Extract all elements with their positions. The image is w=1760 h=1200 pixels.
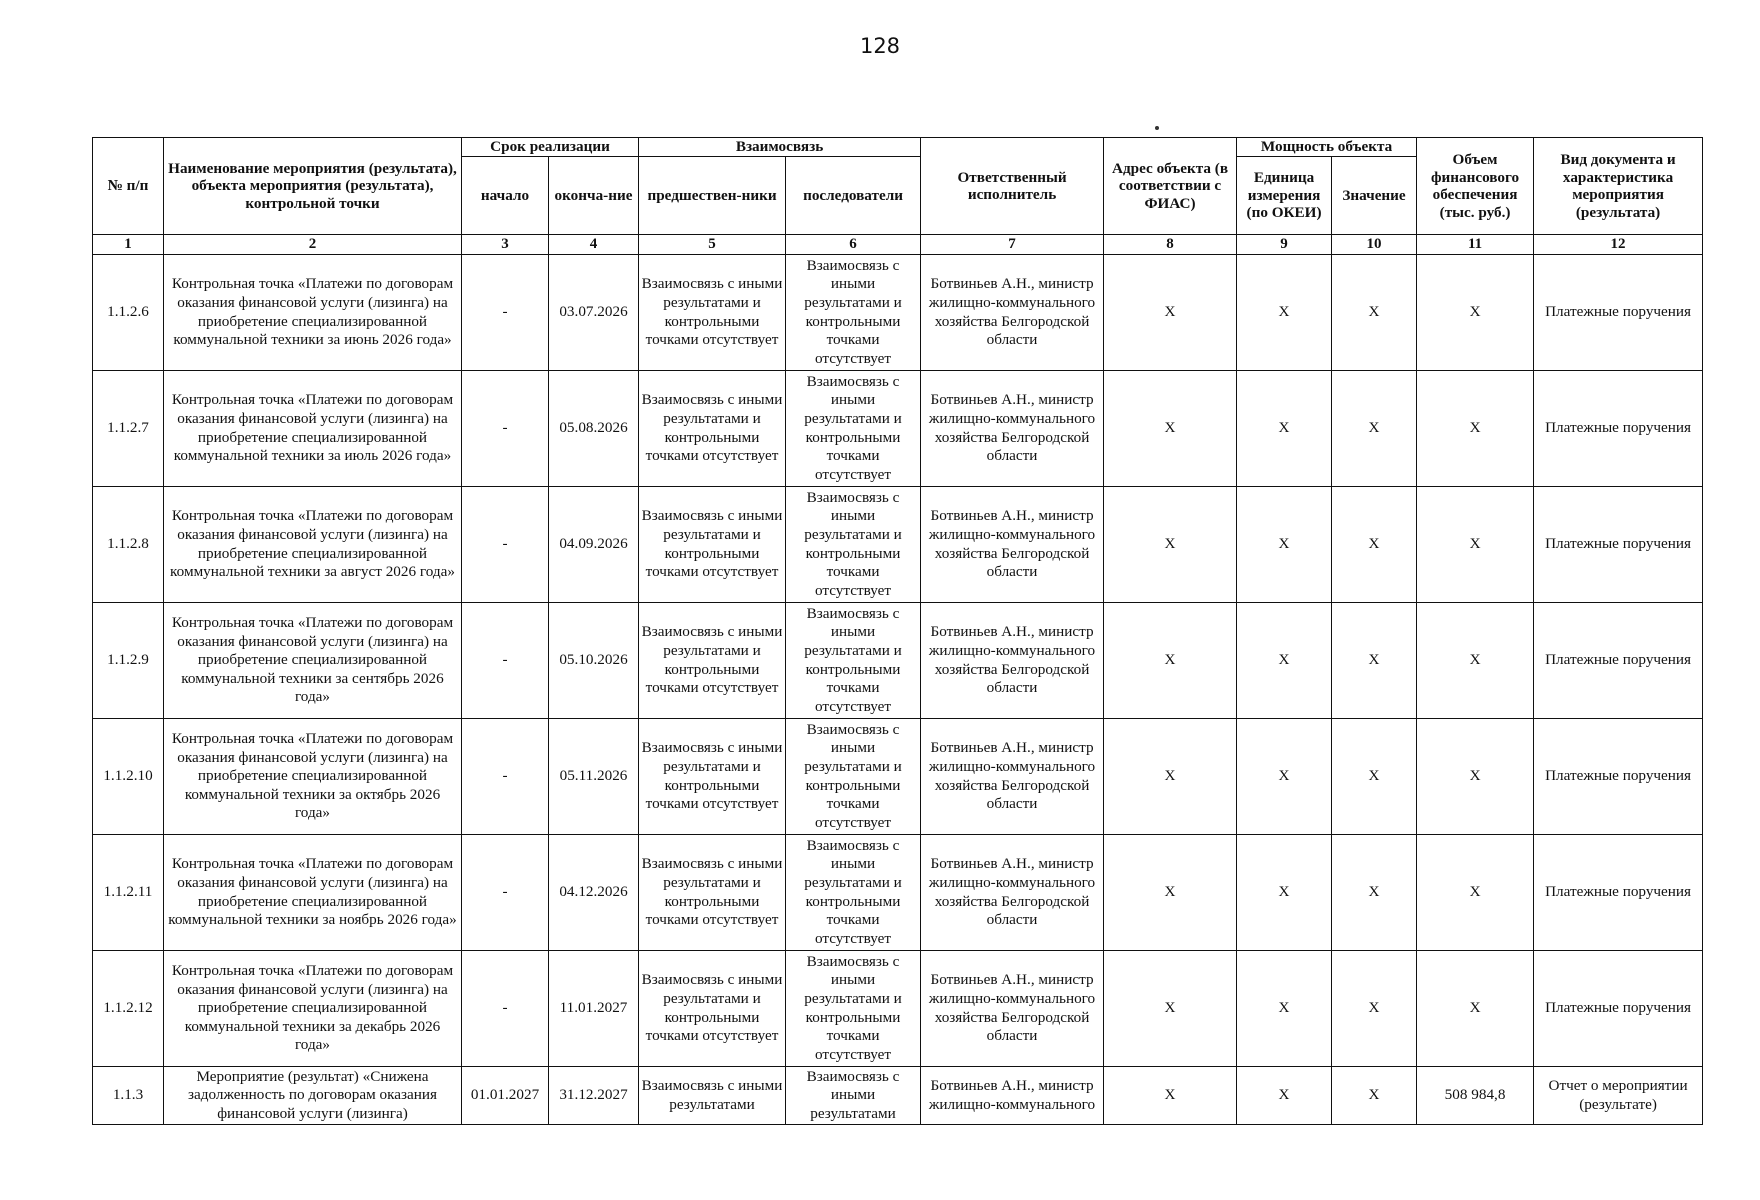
col-number: 12 xyxy=(1534,235,1703,255)
row-address: X xyxy=(1104,835,1237,951)
row-doc: Платежные поручения xyxy=(1534,255,1703,371)
row-num: 1.1.2.10 xyxy=(93,719,164,835)
page-number: 128 xyxy=(859,34,901,58)
row-unit: X xyxy=(1237,1067,1332,1125)
col-number: 6 xyxy=(786,235,921,255)
row-pred: Взаимосвязь с иными результатами и контрольными точками отсутствует xyxy=(639,255,786,371)
row-succ: Взаимосвязь с иными результатами и контрольными точками отсутствует xyxy=(786,603,921,719)
row-doc: Платежные поручения xyxy=(1534,835,1703,951)
header-value: Значение xyxy=(1332,157,1417,235)
row-num: 1.1.2.9 xyxy=(93,603,164,719)
table-row xyxy=(93,951,1703,1067)
row-num: 1.1.3 xyxy=(93,1067,164,1125)
row-end: 03.07.2026 xyxy=(549,255,639,371)
row-unit: X xyxy=(1237,951,1332,1067)
table-row xyxy=(93,487,1703,603)
row-finance: X xyxy=(1417,719,1534,835)
row-unit: X xyxy=(1237,719,1332,835)
row-end: 05.08.2026 xyxy=(549,371,639,487)
row-doc: Платежные поручения xyxy=(1534,951,1703,1067)
row-succ: Взаимосвязь с иными результатами и контрольными точками отсутствует xyxy=(786,835,921,951)
row-start: - xyxy=(462,603,549,719)
row-succ: Взаимосвязь с иными результатами xyxy=(786,1067,921,1125)
row-address: X xyxy=(1104,719,1237,835)
row-pred: Взаимосвязь с иными результатами и контрольными точками отсутствует xyxy=(639,719,786,835)
header-unit: Единица измерения (по ОКЕИ) xyxy=(1237,157,1332,235)
row-num: 1.1.2.8 xyxy=(93,487,164,603)
row-responsible: Ботвиньев А.Н., министр жилищно-коммунального xyxy=(921,1067,1104,1125)
row-responsible: Ботвиньев А.Н., министр жилищно-коммунального хозяйства Белгородской области xyxy=(921,719,1104,835)
header-link-pred: предшествен-ники xyxy=(639,157,786,235)
row-name: Контрольная точка «Платежи по договорам оказания финансовой услуги (лизинга) на приобретение специализированной коммунальной техники за сентябрь 2026 года» xyxy=(164,603,462,719)
row-name: Контрольная точка «Платежи по договорам оказания финансовой услуги (лизинга) на приобретение специализированной коммунальной техники за август 2026 года» xyxy=(164,487,462,603)
row-succ: Взаимосвязь с иными результатами и контрольными точками отсутствует xyxy=(786,487,921,603)
row-end: 04.09.2026 xyxy=(549,487,639,603)
row-start: - xyxy=(462,255,549,371)
col-number: 11 xyxy=(1417,235,1534,255)
row-value: X xyxy=(1332,255,1417,371)
col-number: 10 xyxy=(1332,235,1417,255)
row-num: 1.1.2.6 xyxy=(93,255,164,371)
row-doc: Платежные поручения xyxy=(1534,487,1703,603)
row-succ: Взаимосвязь с иными результатами и контрольными точками отсутствует xyxy=(786,255,921,371)
row-start: - xyxy=(462,371,549,487)
header-address: Адрес объекта (в соответствии с ФИАС) xyxy=(1104,138,1237,235)
table-row xyxy=(93,603,1703,719)
row-name: Контрольная точка «Платежи по договорам оказания финансовой услуги (лизинга) на приобретение специализированной коммунальной техники за июль 2026 года» xyxy=(164,371,462,487)
row-doc: Платежные поручения xyxy=(1534,371,1703,487)
row-pred: Взаимосвязь с иными результатами и контрольными точками отсутствует xyxy=(639,371,786,487)
header-term: Срок реализации xyxy=(462,138,639,157)
header-link: Взаимосвязь xyxy=(639,138,921,157)
row-value: X xyxy=(1332,719,1417,835)
row-name: Контрольная точка «Платежи по договорам оказания финансовой услуги (лизинга) на приобретение специализированной коммунальной техники за июнь 2026 года» xyxy=(164,255,462,371)
row-pred: Взаимосвязь с иными результатами и контрольными точками отсутствует xyxy=(639,951,786,1067)
row-start: - xyxy=(462,835,549,951)
row-finance: X xyxy=(1417,255,1534,371)
row-responsible: Ботвиньев А.Н., министр жилищно-коммунального хозяйства Белгородской области xyxy=(921,487,1104,603)
row-pred: Взаимосвязь с иными результатами и контрольными точками отсутствует xyxy=(639,835,786,951)
row-end: 05.10.2026 xyxy=(549,603,639,719)
row-value: X xyxy=(1332,951,1417,1067)
col-number: 5 xyxy=(639,235,786,255)
header-term-end: оконча-ние xyxy=(549,157,639,235)
row-succ: Взаимосвязь с иными результатами и контрольными точками отсутствует xyxy=(786,371,921,487)
row-doc: Отчет о мероприятии (результате) xyxy=(1534,1067,1703,1125)
row-start: - xyxy=(462,487,549,603)
row-finance: X xyxy=(1417,371,1534,487)
header-responsible: Ответственный исполнитель xyxy=(921,138,1104,235)
row-address: X xyxy=(1104,603,1237,719)
table-row xyxy=(93,719,1703,835)
table-row xyxy=(93,255,1703,371)
header-doc-type: Вид документа и характеристика мероприятия (результата) xyxy=(1534,138,1703,235)
row-unit: X xyxy=(1237,487,1332,603)
col-number: 3 xyxy=(462,235,549,255)
col-number: 9 xyxy=(1237,235,1332,255)
row-address: X xyxy=(1104,487,1237,603)
row-finance: X xyxy=(1417,951,1534,1067)
row-end: 11.01.2027 xyxy=(549,951,639,1067)
scan-dot xyxy=(1155,126,1159,130)
row-responsible: Ботвиньев А.Н., министр жилищно-коммунального хозяйства Белгородской области xyxy=(921,951,1104,1067)
row-name: Мероприятие (результат) «Снижена задолженность по договорам оказания финансовой услуги (лизинга) xyxy=(164,1067,462,1125)
row-address: X xyxy=(1104,371,1237,487)
header-name: Наименование мероприятия (результата), объекта мероприятия (результата), контрольной точки xyxy=(164,138,462,235)
row-address: X xyxy=(1104,951,1237,1067)
row-start: - xyxy=(462,951,549,1067)
row-value: X xyxy=(1332,603,1417,719)
row-responsible: Ботвиньев А.Н., министр жилищно-коммунального хозяйства Белгородской области xyxy=(921,603,1104,719)
row-address: X xyxy=(1104,255,1237,371)
row-finance: 508 984,8 xyxy=(1417,1067,1534,1125)
row-unit: X xyxy=(1237,255,1332,371)
row-pred: Взаимосвязь с иными результатами xyxy=(639,1067,786,1125)
row-finance: X xyxy=(1417,835,1534,951)
row-responsible: Ботвиньев А.Н., министр жилищно-коммунального хозяйства Белгородской области xyxy=(921,371,1104,487)
row-responsible: Ботвиньев А.Н., министр жилищно-коммунального хозяйства Белгородской области xyxy=(921,835,1104,951)
col-number: 2 xyxy=(164,235,462,255)
row-value: X xyxy=(1332,835,1417,951)
plan-table xyxy=(92,137,1703,1125)
row-pred: Взаимосвязь с иными результатами и контрольными точками отсутствует xyxy=(639,487,786,603)
col-number: 1 xyxy=(93,235,164,255)
row-start: - xyxy=(462,719,549,835)
col-number: 7 xyxy=(921,235,1104,255)
col-number: 4 xyxy=(549,235,639,255)
header-finance: Объем финансового обеспечения (тыс. руб.) xyxy=(1417,138,1534,235)
row-succ: Взаимосвязь с иными результатами и контрольными точками отсутствует xyxy=(786,951,921,1067)
row-pred: Взаимосвязь с иными результатами и контрольными точками отсутствует xyxy=(639,603,786,719)
row-value: X xyxy=(1332,1067,1417,1125)
row-end: 04.12.2026 xyxy=(549,835,639,951)
header-num: № п/п xyxy=(93,138,164,235)
row-name: Контрольная точка «Платежи по договорам оказания финансовой услуги (лизинга) на приобретение специализированной коммунальной техники за ноябрь 2026 года» xyxy=(164,835,462,951)
row-finance: X xyxy=(1417,603,1534,719)
row-end: 31.12.2027 xyxy=(549,1067,639,1125)
table-row xyxy=(93,371,1703,487)
row-num: 1.1.2.7 xyxy=(93,371,164,487)
header-capacity: Мощность объекта xyxy=(1237,138,1417,157)
col-number: 8 xyxy=(1104,235,1237,255)
row-num: 1.1.2.12 xyxy=(93,951,164,1067)
row-unit: X xyxy=(1237,835,1332,951)
row-value: X xyxy=(1332,487,1417,603)
row-name: Контрольная точка «Платежи по договорам оказания финансовой услуги (лизинга) на приобретение специализированной коммунальной техники за декабрь 2026 года» xyxy=(164,951,462,1067)
row-unit: X xyxy=(1237,371,1332,487)
header-link-succ: последователи xyxy=(786,157,921,235)
row-num: 1.1.2.11 xyxy=(93,835,164,951)
row-doc: Платежные поручения xyxy=(1534,603,1703,719)
table-row xyxy=(93,1067,1703,1125)
header-term-start: начало xyxy=(462,157,549,235)
row-unit: X xyxy=(1237,603,1332,719)
row-address: X xyxy=(1104,1067,1237,1125)
table-row xyxy=(93,835,1703,951)
row-succ: Взаимосвязь с иными результатами и контрольными точками отсутствует xyxy=(786,719,921,835)
row-end: 05.11.2026 xyxy=(549,719,639,835)
row-value: X xyxy=(1332,371,1417,487)
row-finance: X xyxy=(1417,487,1534,603)
row-doc: Платежные поручения xyxy=(1534,719,1703,835)
row-responsible: Ботвиньев А.Н., министр жилищно-коммунального хозяйства Белгородской области xyxy=(921,255,1104,371)
row-name: Контрольная точка «Платежи по договорам оказания финансовой услуги (лизинга) на приобретение специализированной коммунальной техники за октябрь 2026 года» xyxy=(164,719,462,835)
row-start: 01.01.2027 xyxy=(462,1067,549,1125)
